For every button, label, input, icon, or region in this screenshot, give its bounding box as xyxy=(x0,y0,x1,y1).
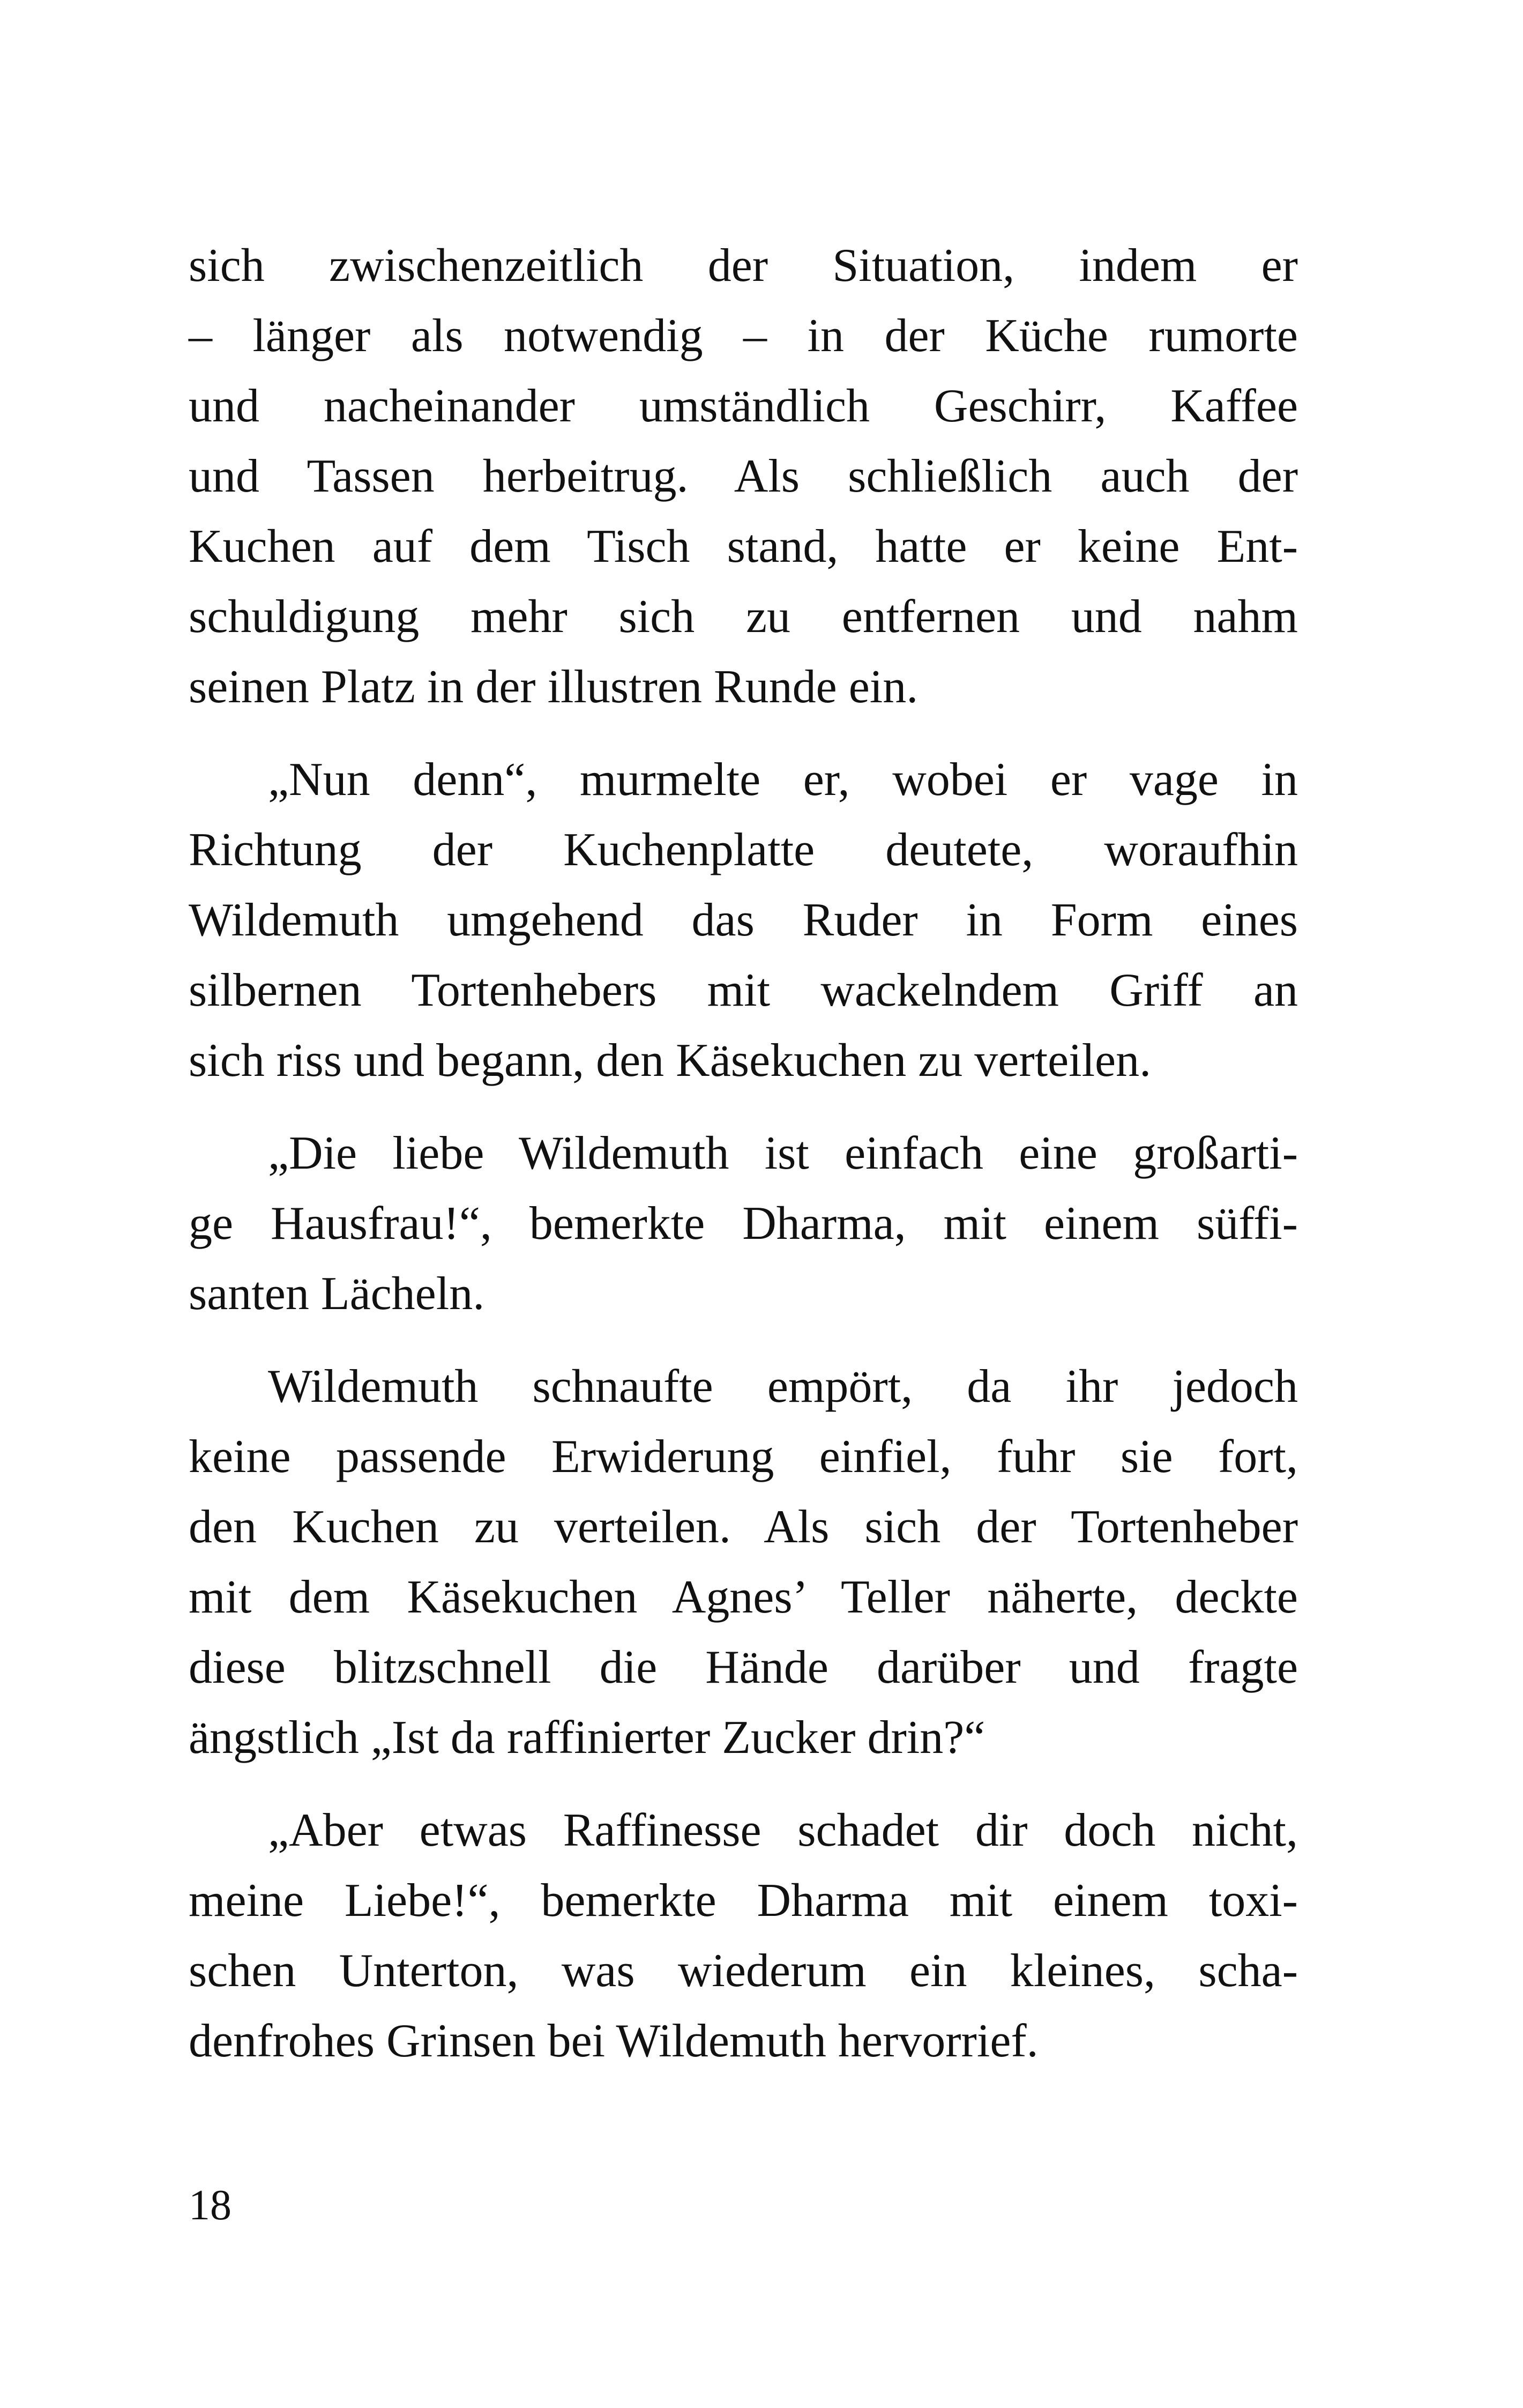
text-line: silbernen Tortenhebers mit wackelndem Griff an xyxy=(189,964,1298,1016)
text-line: Wildemuth schnaufte empört, da ihr jedoch xyxy=(268,1361,1298,1413)
text-line: sich zwischenzeitlich der Situation, indem er xyxy=(189,240,1298,292)
text-line: Kuchen auf dem Tisch stand, hatte er keine Ent- xyxy=(189,521,1298,573)
text-line: den Kuchen zu verteilen. Als sich der Tortenheber xyxy=(189,1501,1298,1553)
text-line: schuldigung mehr sich zu entfernen und nahm xyxy=(189,591,1298,643)
paragraph xyxy=(189,1118,1298,1329)
text-line: mit dem Käsekuchen Agnes’ Teller näherte, deckte xyxy=(189,1571,1298,1623)
text-line: „Nun denn“, murmelte er, wobei er vage in xyxy=(268,754,1298,806)
text-line: meine Liebe!“, bemerkte Dharma mit einem toxi- xyxy=(189,1875,1298,1927)
text-line: santen Lächeln. xyxy=(189,1268,485,1320)
text-line: denfrohes Grinsen bei Wildemuth hervorrief. xyxy=(189,2015,1039,2067)
text-line: seinen Platz in der illustren Runde ein. xyxy=(189,661,919,713)
text-line: „Aber etwas Raffinesse schadet dir doch nicht, xyxy=(268,1804,1298,1856)
text-line: ängstlich „Ist da raffinierter Zucker drin?“ xyxy=(189,1712,986,1764)
text-line: Wildemuth umgehend das Ruder in Form eines xyxy=(189,894,1298,946)
text-line: und nacheinander umständlich Geschirr, Kaffee xyxy=(189,380,1298,432)
body-text xyxy=(189,231,1298,2099)
paragraph xyxy=(189,231,1298,722)
paragraph xyxy=(189,1795,1298,2076)
paragraph xyxy=(189,1351,1298,1773)
paragraph xyxy=(189,745,1298,1096)
text-line: – länger als notwendig – in der Küche rumorte xyxy=(189,310,1298,362)
text-line: keine passende Erwiderung einfiel, fuhr sie fort, xyxy=(189,1431,1298,1483)
text-line: sich riss und begann, den Käsekuchen zu verteilen. xyxy=(189,1035,1152,1087)
text-line: diese blitzschnell die Hände darüber und fragte xyxy=(189,1641,1298,1693)
text-line: „Die liebe Wildemuth ist einfach eine großarti- xyxy=(268,1127,1298,1179)
text-line: und Tassen herbeitrug. Als schließlich auch der xyxy=(189,450,1298,502)
text-line: Richtung der Kuchenplatte deutete, woraufhin xyxy=(189,824,1298,876)
page-number: 18 xyxy=(189,2182,232,2229)
text-line: ge Hausfrau!“, bemerkte Dharma, mit einem süffi- xyxy=(189,1198,1298,1250)
text-line: schen Unterton, was wiederum ein kleines, scha- xyxy=(189,1945,1298,1997)
